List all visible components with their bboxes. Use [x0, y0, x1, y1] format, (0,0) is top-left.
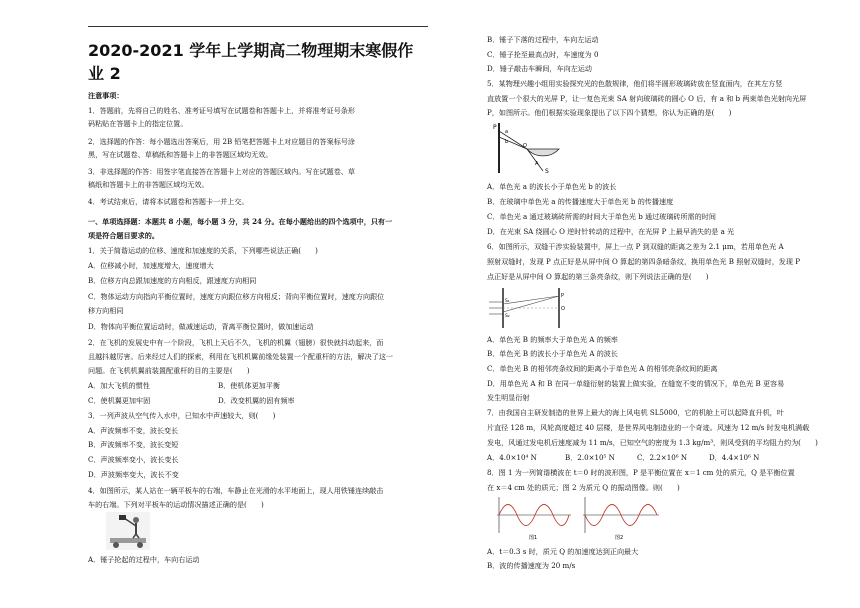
option-c: C．锤子抡至最高点时，车速度为 0 — [487, 50, 599, 59]
option-c: C．2.2×10⁶ N — [637, 453, 688, 462]
question-7-cont: 发电，风通过发电机后速度减为 11 m/s，已知空气的密度为 1.3 kg/m³，则风受到的平均阻力约为( ) — [487, 438, 818, 447]
question-4-cont: 车的右端。下列对平板车的运动情况描述正确的是( ) — [88, 500, 264, 509]
fig-label-S2: S₂ — [505, 314, 510, 319]
option-c: C．声波频率变小，波长变长 — [88, 455, 179, 464]
question-8: 8．图 1 为一列简谐横波在 t＝0 时的波形图，P 是平衡位置在 x＝1 cm 处的质元，Q 是平衡位置 — [487, 468, 795, 477]
question-1: 1．关于简谐运动的位移、速度和加速度的关系，下列哪些说法正确( ) — [88, 246, 318, 255]
glass-prism-figure — [493, 121, 563, 175]
wave-graphs-figure — [491, 495, 663, 541]
option-b: B．位移方向总跟加速度的方向相反，跟速度方向相同 — [88, 276, 257, 285]
question-3: 3．一列声波从空气传入水中，已知水中声速较大，则( ) — [88, 411, 276, 420]
question-8-cont: 在 x＝4 cm 处的质元；图 2 为质元 Q 的振动图像。则( ) — [487, 483, 680, 492]
top-rule — [88, 26, 428, 27]
option-b: B．在玻璃中单色光 a 的传播速度大于单色光 b 的传播速度 — [487, 197, 674, 206]
double-slit-figure — [487, 286, 567, 330]
question-2: 2．在飞机的发展史中有一个阶段，飞机上天后不久，飞机的机翼（翅膀）很快就抖动起来，而 — [88, 338, 384, 347]
option-b: B．使机体更加平衡 — [218, 381, 280, 390]
option-b: B．单色光 B 的波长小于单色光 A 的波长 — [487, 349, 618, 358]
option-a: A．单色光 a 的波长小于单色光 b 的波长 — [487, 182, 617, 191]
option-a: A．位移减小时，加速度增大，速度增大 — [88, 261, 214, 270]
option-c: C．单色光 a 通过玻璃砖所需的时间大于单色光 b 通过玻璃砖所需的时间 — [487, 212, 716, 221]
question-6-cont: 点正好是从屏中间 O 算起的第三条亮条纹，则下列说法正确的是( ) — [487, 272, 709, 281]
option-d: D．在光束 SA 绕圆心 O 逆时针转动的过程中，在光屏 P 上最早消失的是 a 光 — [487, 227, 735, 236]
page-title: 2020-2021 学年上学期高二物理期末寒假作业 2 — [88, 41, 414, 83]
question-2-cont: 且越抖越厉害。后来经过人们的探索，利用在飞机机翼前缘处装置一个配重杆的方法，解决了这一 — [88, 352, 394, 361]
question-7-cont: 片直径 128 m，风轮高度超过 40 层楼，是世界风电制造业的一个奇迹。风速为 12 m/s 时发电机满载 — [487, 423, 810, 432]
option-c: C．使机翼更加牢固 — [88, 396, 151, 405]
question-2-cont: 问题。在飞机机翼前装置配重杆的目的主要是( ) — [88, 366, 250, 375]
fig-label-S1: S₁ — [505, 299, 510, 304]
option-d: D．用单色光 A 和 B 在同一单缝衍射的装置上做实验，在缝宽不变的情况下，单色光 B 更容易 — [487, 379, 785, 388]
notice-line: 3．非选择题的作答：用签字笔直接答在答题卡上对应的答题区域内。写在试题卷、草 — [88, 167, 355, 176]
option-a: A．加大飞机的惯性 — [88, 381, 150, 390]
fig-label-P: P — [493, 124, 497, 131]
option-d: D．物体向平衡位置运动时，做减速运动，背离平衡位置时，做加速运动 — [88, 322, 314, 331]
option-b: B．声波频率不变，波长变短 — [88, 440, 179, 449]
option-a: A．4.0×10⁴ N — [487, 453, 537, 462]
notice-line: 4．考试结束后，请将本试题卷和答题卡一并上交。 — [88, 197, 249, 206]
question-5-cont: 直放置一个很大的光屏 P，让一复色光束 SA 射向玻璃砖的圆心 O 后，有 a 和 b 两束单色光射向光屏 — [487, 94, 807, 103]
option-c-cont: 移方向相同 — [88, 306, 124, 315]
option-a: A．t＝0.3 s 时，质元 Q 的加速度达到正向最大 — [487, 547, 639, 556]
option-b: B．2.0×10⁵ N — [565, 453, 615, 462]
hammer-cart-figure — [106, 512, 150, 550]
notice-line: 稿纸和答题卡上的非答题区域均无效。 — [88, 180, 209, 189]
fig-label-O: O — [523, 143, 527, 149]
notice-heading: 注意事项： — [88, 91, 124, 100]
fig-label-a: a — [505, 129, 509, 135]
question-6-cont: 照射双缝时，发现 P 点正好是从屏中间 O 算起的第四条暗条纹，换用单色光 B 照射双缝时，发现 P — [487, 257, 801, 266]
section-heading: 项是符合题目要求的。 — [88, 231, 159, 240]
question-6: 6．如图所示，双缝干涉实验装置中，屏上一点 P 到双缝的距离之差为 2.1 μm，若用单色光 A — [487, 242, 784, 251]
section-heading: 一、单项选择题：本题共 8 小题，每小题 3 分，共 24 分。在每小题给出的四个选项中，只有一 — [88, 217, 393, 226]
option-a: A．声波频率不变，波长变长 — [88, 426, 179, 435]
notice-line: 黑，写在试题卷、草稿纸和答题卡上的非答题区域均无效。 — [88, 150, 273, 159]
option-b: B．锤子下落的过程中，车向左运动 — [487, 35, 599, 44]
option-c: C．物体运动方向指向平衡位置时，速度方向跟位移方向相反；背向平衡位置时，速度方向跟位 — [88, 292, 385, 301]
option-d: D．改变机翼的固有频率 — [218, 396, 295, 405]
wave-graph-1 — [497, 497, 571, 541]
figure-2-caption: 图2 — [615, 535, 624, 541]
fig-label-S: S — [545, 168, 549, 175]
figure-1-caption: 图1 — [529, 535, 538, 541]
fig-label-O: O — [561, 306, 565, 312]
question-4: 4．如图所示，某人站在一辆平板车的右端，车静止在光滑的水平地面上，现人用铁锤连续敲击 — [88, 486, 384, 495]
option-d: D．4.4×10⁶ N — [709, 453, 760, 462]
question-5-cont: P，如图所示。他们根据实验现象提出了以下四个猜想，你认为正确的是( ) — [487, 108, 732, 117]
option-d: D．锤子敲击车瞬间，车向左运动 — [487, 64, 592, 73]
option-a: A．单色光 B 的频率大于单色光 A 的频率 — [487, 335, 618, 344]
option-c: C．单色光 B 的相邻亮条纹间的距离小于单色光 A 的相邻亮条纹间的距离 — [487, 364, 718, 373]
option-a: A．锤子抡起的过程中，车向右运动 — [88, 555, 200, 564]
question-7: 7．由我国自主研发制造的世界上最大的海上风电机 SL5000，它的机舱上可以起降直升机，叶 — [487, 408, 784, 417]
notice-line: 2．选择题的作答：每小题选出答案后，用 2B 铅笔把答题卡上对应题目的答案标号涂 — [88, 137, 356, 146]
fig-label-P: P — [561, 293, 565, 299]
fig-label-A: A — [535, 161, 539, 167]
wave-graph-2 — [583, 497, 659, 541]
notice-line: 1．答题前，先将自己的姓名、准考证号填写在试题卷和答题卡上，并将准考证号条形 — [88, 106, 355, 115]
option-b: B．波的传播速度为 20 m/s — [487, 561, 576, 570]
fig-label-b: b — [505, 139, 509, 145]
option-d: D．声波频率变大，波长不变 — [88, 470, 179, 479]
notice-line: 码粘贴在答题卡上的指定位置。 — [88, 119, 188, 128]
option-d-cont: 发生明显衍射 — [487, 393, 530, 402]
question-5: 5．某物理兴趣小组用实验探究光的色散规律，他们将半圆形玻璃砖放在竖直面内，在其左方竖 — [487, 79, 783, 88]
